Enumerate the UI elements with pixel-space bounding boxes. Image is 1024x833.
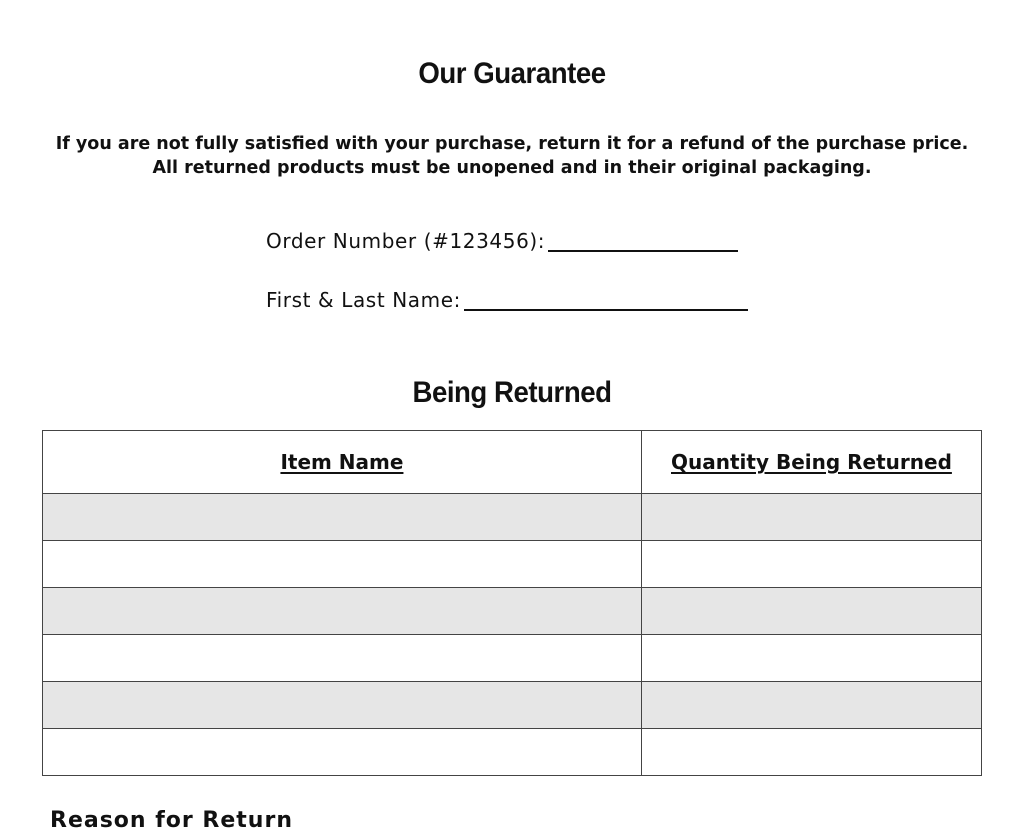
item-name-cell[interactable] — [43, 682, 642, 729]
column-header-item-name: Item Name — [43, 431, 642, 494]
table-row — [43, 541, 982, 588]
table-row — [43, 682, 982, 729]
guarantee-title: Our Guarantee — [418, 57, 606, 90]
quantity-cell[interactable] — [641, 494, 981, 541]
quantity-cell[interactable] — [641, 729, 981, 776]
name-field — [266, 285, 748, 312]
order-number-label: Order Number (#123456): — [266, 229, 546, 253]
quantity-cell[interactable] — [641, 635, 981, 682]
name-blank[interactable] — [464, 289, 748, 311]
reason-for-return-label: Reason for Return — [50, 808, 293, 833]
returns-table — [42, 430, 982, 776]
guarantee-line-1: If you are not fully satisfied with your purchase, return it for a refund of the purchase price. — [55, 134, 969, 154]
quantity-cell[interactable] — [641, 588, 981, 635]
item-name-cell[interactable] — [43, 494, 642, 541]
order-number-field — [266, 226, 738, 253]
item-name-cell[interactable] — [43, 635, 642, 682]
table-row — [43, 494, 982, 541]
name-label: First & Last Name: — [266, 288, 461, 312]
item-name-cell[interactable] — [43, 588, 642, 635]
column-header-quantity: Quantity Being Returned — [641, 431, 981, 494]
guarantee-line-2: All returned products must be unopened and in their original packaging. — [152, 158, 872, 178]
quantity-cell[interactable] — [641, 682, 981, 729]
quantity-cell[interactable] — [641, 541, 981, 588]
returns-title: Being Returned — [412, 376, 612, 409]
table-row — [43, 635, 982, 682]
item-name-cell[interactable] — [43, 541, 642, 588]
table-row — [43, 729, 982, 776]
guarantee-text — [0, 132, 1024, 180]
table-header-row — [43, 431, 982, 494]
table-row — [43, 588, 982, 635]
item-name-cell[interactable] — [43, 729, 642, 776]
order-number-blank[interactable] — [548, 230, 738, 252]
